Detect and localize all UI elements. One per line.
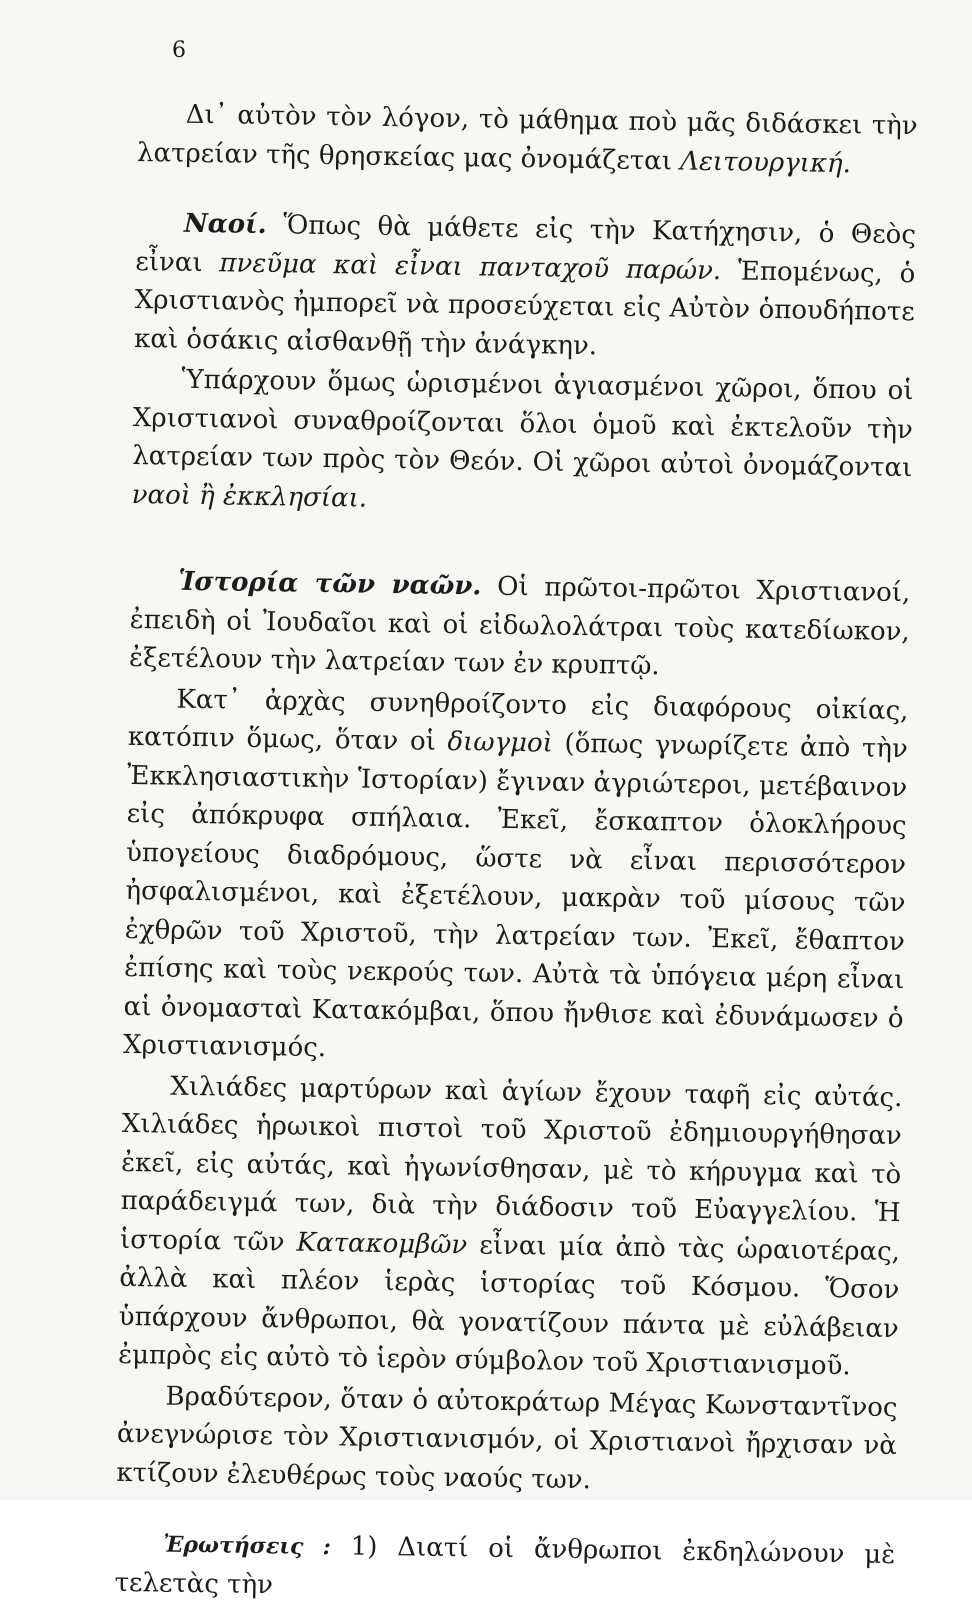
- history-heading: Ἱστορία τῶν ναῶν.: [178, 566, 482, 602]
- history-para3-before: Χιλιάδες μαρτύρων καὶ ἁγίων ἔχουν ταφῆ εἰς αὐτάς. Χιλιάδες ἡρωικοὶ πιστοὶ τοῦ Χριστοῦ ἐδημιουργήθησαν ἐκεῖ, εἰς αὐτάς, καὶ ἠγωνίσθησαν, μὲ τὸ κήρυγμα καὶ τὸ παράδειγμά των, διὰ τὴν διάδοσιν τοῦ Εὐαγγελίου. Ἡ ἱστορία τῶν: [119, 1071, 903, 1258]
- questions-label: Ἐρωτήσεις :: [163, 1531, 332, 1561]
- history-para3-emphasis: Κατακομβῶν: [296, 1227, 468, 1260]
- naoi-emphasis: πνεῦμα καὶ εἶναι πανταχοῦ παρών.: [219, 247, 722, 286]
- history-para2-before: Κατ᾽ ἀρχὰς συνηθροίζοντο εἰς διαφόρους οἰκίας, κατόπιν ὅμως, ὅταν οἱ: [127, 684, 909, 757]
- page-number: 6: [172, 38, 187, 63]
- history-paragraph-4: [116, 1376, 898, 1504]
- history-para2-emphasis: διωγμοὶ: [447, 726, 554, 759]
- naoi-para2-text: Ὑπάρχουν ὅμως ὡρισμένοι ἁγιασμένοι χῶροι, ὅπου οἱ Χριστιανοὶ συναθροίζονται ὅλοι ὁμοῦ καὶ ἐκτελοῦν τὴν λατρείαν των πρὸς τὸν Θεόν. Οἱ χῶροι αὐτοὶ ὀνομάζονται: [132, 364, 914, 484]
- history-para2-after: (ὅπως γνωρίζετε ἀπὸ τὴν Ἐκκλησιαστικὴν Ἱστορίαν) ἔγιναν ἀγριώτεροι, μετέβαινον εἰς ἀπόκρυφα σπήλαια. Ἐκεῖ, ἔσκαπτον ὁλοκλήρους ὑπογείους διαδρόμους, ὥστε νὰ εἶναι περισσότερον ἠσφαλισμένοι, καὶ ἐξετέλουν, μακρὰν τοῦ μίσους τῶν ἐχθρῶν τοῦ Χριστοῦ, τὴν λατρείαν των. Ἐκεῖ, ἔθαπτον ἐπίσης καὶ τοὺς νεκρούς των. Αὐτὰ τὰ ὑπόγεια μέρη εἶναι αἱ ὀνομασταὶ Κατακόμβαι, ὅπου ἤνθισε καὶ ἐδυνάμωσεν ὁ Χριστιανισμός.: [122, 728, 909, 1064]
- questions-paragraph: [114, 1524, 895, 1614]
- naoi-para2-emphasis: ναοὶ ἢ ἐκκλησίαι.: [131, 479, 368, 514]
- naoi-text-2: Ἑπομένως, ὁ Χριστιανὸς ἠμπορεῖ νὰ προσεύχεται εἰς Αὐτὸν ὁπουδήποτε καὶ ὁσάκις αἰσθανθῇ τὴν ἀνάγκην.: [133, 255, 916, 361]
- intro-text: Δι᾽ αὐτὸν τὸν λόγον, τὸ μάθημα ποὺ μᾶς διδάσκει τὴν λατρείαν τῆς θρησκείας μας ὀνομάζεται: [136, 99, 918, 177]
- history-paragraph-2: [123, 679, 909, 1076]
- history-paragraph-3: [118, 1066, 903, 1386]
- body-text: [114, 95, 918, 1614]
- naoi-paragraph: [134, 204, 916, 370]
- intro-paragraph: [137, 95, 918, 184]
- naoi-text-1: Ὅπως θὰ μάθετε εἰς τὴν Κατήχησιν, ὁ Θεὸς εἶναι: [135, 210, 917, 278]
- intro-term: Λειτουργική.: [679, 146, 852, 179]
- naoi-heading: Ναοί.: [183, 208, 267, 241]
- history-text-1: Οἱ πρῶτοι-πρῶτοι Χριστιανοί, ἐπειδὴ οἱ Ἰουδαῖοι καὶ οἱ εἰδωλολάτραι τοὺς κατεδίωκον, ἐξετέλουν τὴν λατρείαν των ἐν κρυπτῷ.: [128, 571, 911, 682]
- questions-text: 1) Διατί οἱ ἄνθρωποι ἐκδηλώνουν μὲ τελετὰς τὴν: [114, 1531, 896, 1600]
- history-paragraph: [129, 562, 911, 690]
- history-para4-text: Βραδύτερον, ὅταν ὁ αὐτοκράτωρ Μέγας Κωνσταντῖνος ἀνεγνώρισε τὸν Χριστιανισμόν, οἱ Χριστιανοὶ ἤρχισαν νὰ κτίζουν ἐλευθέρως τοὺς ναούς των.: [116, 1381, 898, 1495]
- history-para3-after: εἶναι μία ἀπὸ τὰς ὡραιοτέρας, ἀλλὰ καὶ πλέον ἱερὰς ἱστορίας τοῦ Κόσμου. Ὅσον ὑπάρχουν ἄνθρωποι, θὰ γονατίζουν πάντα μὲ εὐλάβειαν ἐμπρὸς εἰς αὐτὸ τὸ ἱερὸν σύμβολον τοῦ Χριστιανισμοῦ.: [117, 1229, 901, 1382]
- naoi-paragraph-2: [131, 360, 913, 526]
